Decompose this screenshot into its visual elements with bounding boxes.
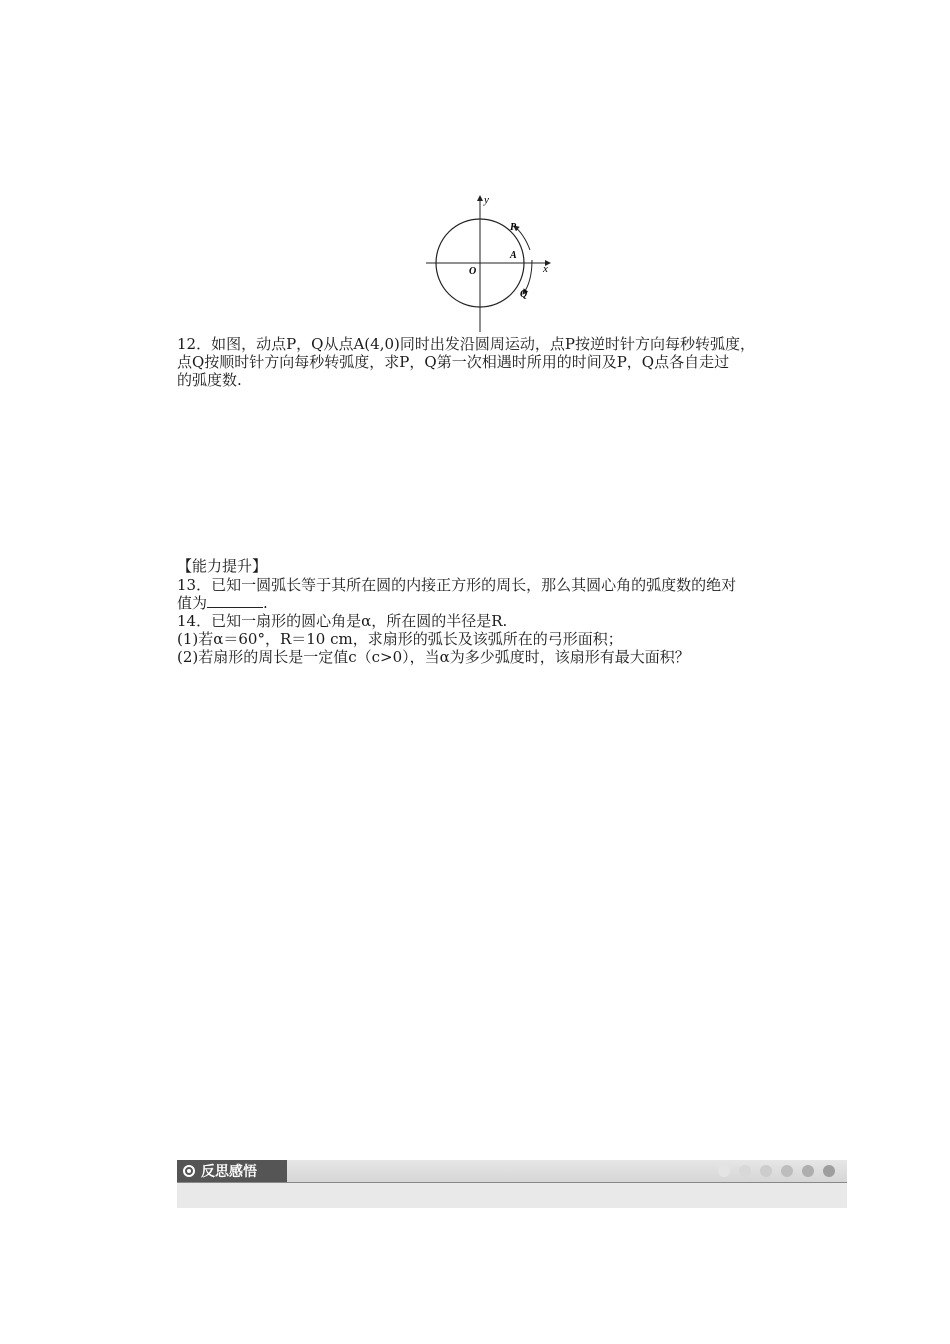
label-p: P — [510, 222, 517, 233]
q12-line-1: 12．如图，动点P，Q从点A(4,0)同时出发沿圆周运动，点P按逆时针方向每秒转弧度， — [177, 335, 755, 353]
q12-line-2: 点Q按顺时针方向每秒转弧度，求P，Q第一次相遇时所用的时间及P，Q点各自走过 — [177, 353, 730, 371]
q14-part-1: (1)若α＝60°，R＝10 cm，求扇形的弧长及该弧所在的弓形面积； — [177, 630, 623, 648]
decorative-dot — [739, 1165, 751, 1177]
reflection-title: 反思感悟 — [201, 1164, 257, 1180]
q13-line-1: 13．已知一圆弧长等于其所在圆的内接正方形的周长，那么其圆心角的弧度数的绝对 — [177, 576, 737, 594]
circle-motion-figure — [420, 190, 560, 335]
reflection-header — [177, 1160, 847, 1182]
decorative-dot — [718, 1165, 730, 1177]
label-origin: O — [469, 266, 477, 277]
q13-suffix: . — [263, 594, 268, 612]
answer-blank — [207, 595, 263, 608]
target-icon — [183, 1165, 195, 1177]
label-x: x — [543, 263, 548, 275]
label-q: Q — [520, 289, 528, 300]
reflection-tab — [177, 1160, 287, 1182]
label-y: y — [484, 194, 489, 206]
reflection-area — [177, 1182, 847, 1208]
q14-line-1: 14．已知一扇形的圆心角是α，所在圆的半径是R. — [177, 612, 508, 630]
q13-line-2 — [177, 594, 268, 612]
decorative-dot — [781, 1165, 793, 1177]
decorative-dots — [718, 1165, 835, 1177]
section-heading: 【能力提升】 — [177, 557, 268, 575]
q14-part-2: (2)若扇形的周长是一定值c（c>0），当α为多少弧度时，该扇形有最大面积？ — [177, 648, 690, 666]
q12-line-3: 的弧度数. — [177, 371, 242, 389]
decorative-dot — [802, 1165, 814, 1177]
decorative-dot — [823, 1165, 835, 1177]
q13-prefix: 值为 — [177, 594, 208, 612]
label-a: A — [510, 250, 517, 261]
decorative-dot — [760, 1165, 772, 1177]
